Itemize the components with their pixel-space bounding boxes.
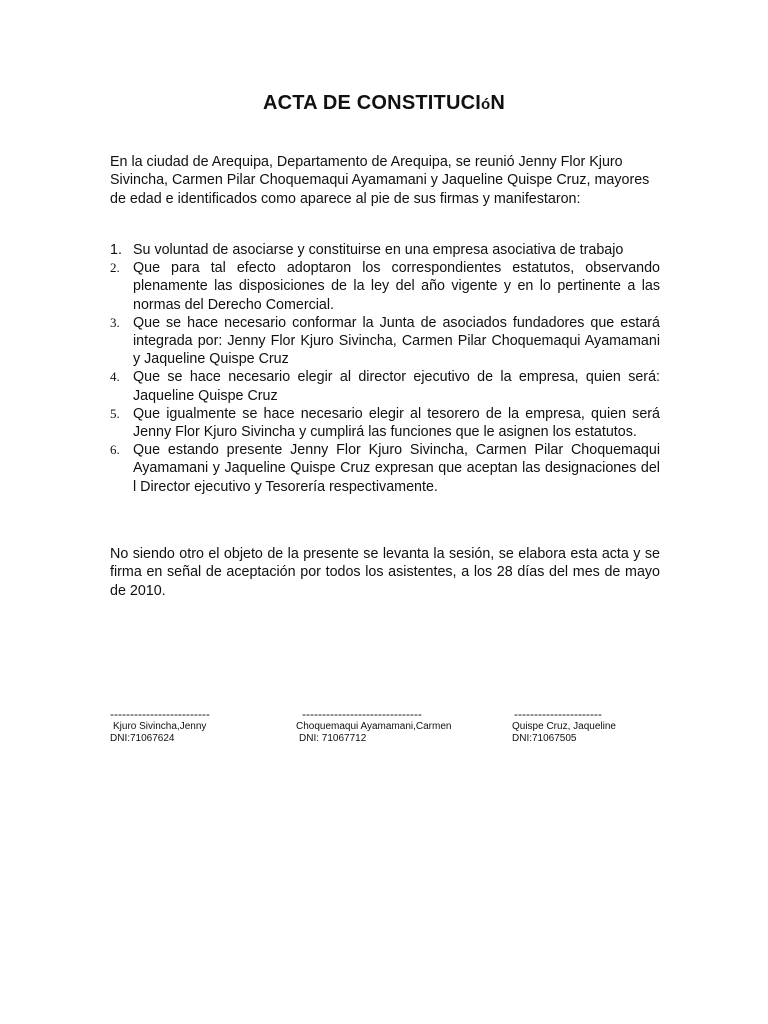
signature-name: Choquemaqui Ayamamani,Carmen <box>296 721 452 732</box>
list-item-text: Que igualmente se hace necesario elegir al tesorero de la empresa, quien será Jenny Flor Kjuro Sivincha y cumplirá las funciones que le asignen los estatutos. <box>133 405 660 441</box>
intro-paragraph: En la ciudad de Arequipa, Departamento de Arequipa, se reunió Jenny Flor Kjuro Sivincha, Carmen Pilar Choquemaqui Ayamamani y Jaqueline Quispe Cruz, mayores de edad e identificados como aparece al pie de sus firmas y manifestaron: <box>110 154 650 207</box>
closing-paragraph: No siendo otro el objeto de la presente se levanta la sesión, se elabora esta acta y se firma en señal de aceptación por todos los asistentes, a los 28 días del mes de mayo de 2010. <box>110 546 660 599</box>
signature-line: ---------------------- <box>514 707 602 721</box>
signature-block-kjuro <box>110 708 210 745</box>
title-small-letter: ó <box>481 96 491 113</box>
list-item-number: 2. <box>110 260 120 276</box>
document-title <box>0 92 768 115</box>
list-item-number: 4. <box>110 369 120 385</box>
title-end: N <box>490 92 506 114</box>
signature-name: Quispe Cruz, Jaqueline <box>512 721 616 732</box>
list-item-text: Que estando presente Jenny Flor Kjuro Sivincha, Carmen Pilar Choquemaqui Ayamamani y Jaqueline Quispe Cruz expresan que aceptan las designaciones del l Director ejecutivo y Tesorería respectivamente. <box>133 442 660 495</box>
list-item <box>110 405 660 441</box>
title-main: ACTA DE CONSTITUCI <box>262 92 481 114</box>
list-item-text: Que se hace necesario elegir al director ejecutivo de la empresa, quien será: Jaqueline Quispe Cruz <box>133 369 660 404</box>
signature-block-quispe <box>512 708 616 745</box>
list-item-number: 3. <box>110 314 120 330</box>
signature-line: ------------------------- <box>110 707 210 721</box>
agreement-list <box>110 241 660 496</box>
list-item-number: 6. <box>110 442 120 458</box>
signature-block-choquemaqui <box>296 708 451 745</box>
signature-dni: DNI:71067624 <box>110 733 175 744</box>
list-item <box>110 259 660 314</box>
list-item <box>110 368 660 404</box>
signature-name: Kjuro Sivincha,Jenny <box>113 721 207 732</box>
signature-dni: DNI:71067505 <box>512 733 577 744</box>
list-item-text: Que se hace necesario conformar la Junta de asociados fundadores que estará integrada por: Jenny Flor Kjuro Sivincha, Carmen Pilar Choquemaqui Ayamamani y Jaqueline Quispe Cruz <box>133 314 660 368</box>
list-item-text: Que para tal efecto adoptaron los correspondientes estatutos, observando plenamente las disposiciones de la ley del año vigente y en lo pertinente a las normas del Derecho Comercial. <box>133 260 660 313</box>
list-item-number: 1. <box>110 242 122 258</box>
list-item <box>110 441 660 496</box>
list-item-text: Su voluntad de asociarse y constituirse en una empresa asociativa de trabajo <box>133 242 624 258</box>
list-item <box>110 241 660 259</box>
list-item-number: 5. <box>110 405 120 421</box>
list-item <box>110 314 660 369</box>
signature-dni: DNI: 71067712 <box>299 733 367 744</box>
signature-line: ------------------------------ <box>302 707 422 721</box>
